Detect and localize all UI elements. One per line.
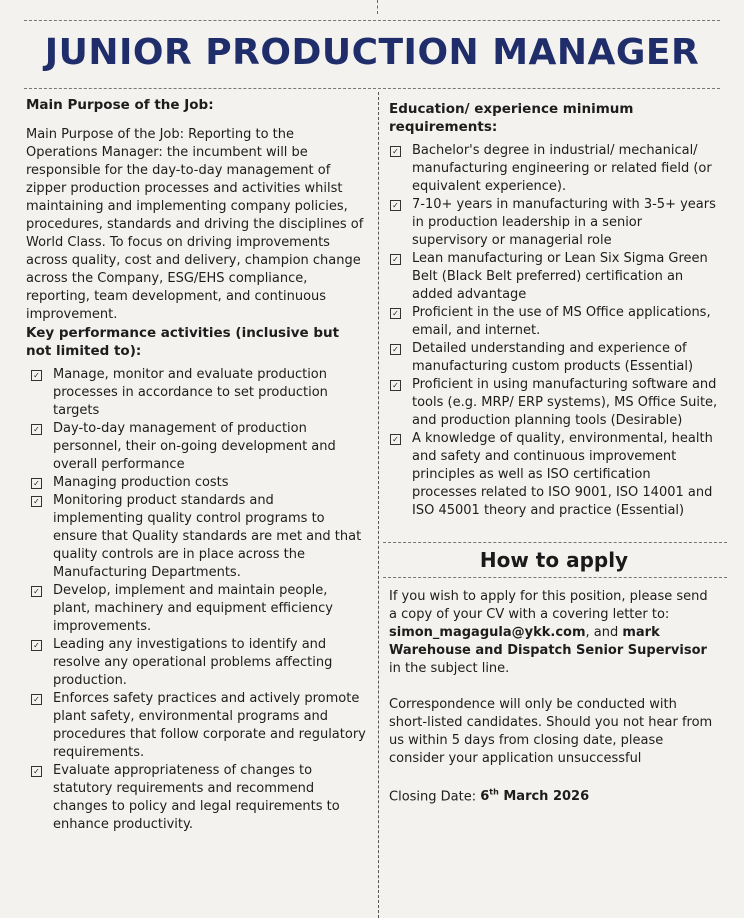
list-item-text: Day-to-day management of production personnel, their on-going development and overall performance [53,421,336,472]
closing-date-label: Closing Date: [389,789,481,805]
list-item [389,250,719,304]
key-performance-list [26,366,366,834]
list-item-text: Manage, monitor and evaluate production processes in accordance to set production targets [53,367,328,418]
checkbox-icon: ✓ [31,640,42,651]
list-item [389,196,719,250]
list-item-text: Bachelor's degree in industrial/ mechanical/ manufacturing engineering or related field (or equivalent experience). [412,143,712,194]
checkbox-icon: ✓ [390,380,401,391]
list-item [389,304,719,340]
list-item-text: Leading any investigations to identify and resolve any operational problems affecting production. [53,637,333,688]
education-list [389,142,719,520]
key-performance-heading: Key performance activities (inclusive but not limited to): [26,325,340,359]
page-title: JUNIOR PRODUCTION MANAGER [44,32,700,73]
main-purpose-heading: Main Purpose of the Job: [26,97,214,113]
main-purpose-text: Main Purpose of the Job: Reporting to the Operations Manager: the incumbent will be responsible for the day-to-day management of zipper production processes and activities whilst maintaining and implementing company policies, procedures, standards and driving the disciplines of World Class. To focus on driving improvements across quality, cost and delivery, champion change across the Company, ESG/EHS compliance, reporting, team development, and continuous improvement. [26,127,364,322]
checkbox-icon: ✓ [31,478,42,489]
list-item [389,142,719,196]
closing-date-value: 6th March 2026 [480,788,590,805]
checkbox-icon: ✓ [390,308,401,319]
checkbox-icon: ✓ [390,200,401,211]
list-item-text: Evaluate appropriateness of changes to statutory requirements and recommend changes to policy and legal requirements to enhance productivity. [53,763,340,832]
list-item-text: Proficient in using manufacturing software and tools (e.g. MRP/ ERP systems), MS Office Suite, and production planning tools (Desirable) [412,377,718,428]
apply-instructions [389,588,719,678]
right-column [389,100,719,806]
checkbox-icon: ✓ [31,370,42,381]
education-heading: Education/ experience minimum requirements: [389,101,634,135]
column-divider [378,92,379,918]
list-item [26,690,366,762]
list-item [26,636,366,690]
list-item [26,582,366,636]
checkbox-icon: ✓ [31,586,42,597]
checkbox-icon: ✓ [390,434,401,445]
list-item [26,492,366,582]
apply-email: simon_magagula@ykk.com [389,625,586,640]
apply-subject: mark Warehouse and Dispatch Senior Supervisor [389,625,707,658]
correspondence-note: Correspondence will only be conducted with short-listed candidates. Should you not hear from us within 5 days from closing date, please consider your application unsuccessful [389,697,713,766]
top-rule [24,20,720,21]
list-item-text: 7-10+ years in manufacturing with 3-5+ years in production leadership in a senior supervisory or managerial role [412,197,716,248]
apply-top-rule [383,542,727,543]
list-item-text: Monitoring product standards and implementing quality control programs to ensure that Quality standards are met and that quality controls are in place across the Manufacturing Departments. [53,493,362,580]
checkbox-icon: ✓ [31,694,42,705]
list-item [389,376,719,430]
list-item-text: Managing production costs [53,475,229,490]
list-item [389,340,719,376]
closing-date [389,784,719,806]
checkbox-icon: ✓ [31,424,42,435]
list-item-text: Detailed understanding and experience of manufacturing custom products (Essential) [412,341,694,374]
left-column [26,96,366,834]
list-item [26,420,366,474]
checkbox-icon: ✓ [31,496,42,507]
list-item [26,474,366,492]
apply-and: , and [585,625,623,640]
list-item [26,366,366,420]
checkbox-icon: ✓ [390,146,401,157]
list-item-text: Lean manufacturing or Lean Six Sigma Green Belt (Black Belt preferred) certification an added advantage [412,251,708,302]
checkbox-icon: ✓ [390,254,401,265]
checkbox-icon: ✓ [31,766,42,777]
apply-subject-suffix: in the subject line. [389,661,510,676]
list-item-text: Enforces safety practices and actively promote plant safety, environmental programs and procedures that follow corporate and regulatory requirements. [53,691,366,760]
list-item [26,762,366,834]
apply-intro: If you wish to apply for this position, please send a copy of your CV with a covering letter to: [389,589,708,622]
apply-bottom-rule [383,577,727,578]
checkbox-icon: ✓ [390,344,401,355]
list-item-text: Develop, implement and maintain people, plant, machinery and equipment efficiency improvements. [53,583,333,634]
title-rule [24,88,720,89]
list-item [389,430,719,520]
how-to-apply-heading: How to apply [479,548,629,572]
top-divider-tick [377,0,378,14]
list-item-text: A knowledge of quality, environmental, health and safety and continuous improvement principles as well as ISO certification processes related to ISO 9001, ISO 14001 and ISO 45001 theory and practice (Essential) [412,431,713,518]
list-item-text: Proficient in the use of MS Office applications, email, and internet. [412,305,711,338]
